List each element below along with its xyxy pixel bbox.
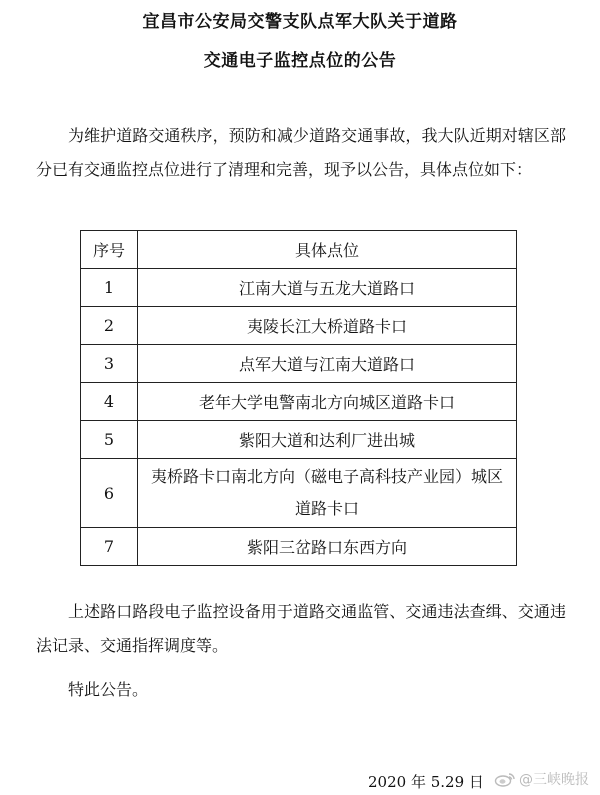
watermark-text: @三峡晚报	[519, 772, 589, 788]
row-number: 1	[81, 269, 138, 307]
notice-title-line1: 宜昌市公安局交警支队点军大队关于道路	[142, 12, 458, 32]
row-location: 紫阳大道和达利厂进出城	[138, 421, 517, 459]
special-announcement: 特此公告。	[68, 680, 149, 699]
notice-title-line2: 交通电子监控点位的公告	[203, 51, 397, 71]
row-location: 江南大道与五龙大道路口	[138, 269, 517, 307]
table-row	[81, 528, 517, 566]
row-location: 夷陵长江大桥道路卡口	[138, 307, 517, 345]
table-header-row	[81, 231, 517, 269]
row-location: 夷桥路卡口南北方向（磁电子高科技产业园）城区道路卡口	[138, 459, 517, 528]
closing-paragraph: 上述路口路段电子监控设备用于道路交通监管、交通违法查缉、交通违法记录、交通指挥调度等。	[36, 602, 566, 655]
row-number: 7	[81, 528, 138, 566]
monitoring-locations-table	[80, 230, 517, 566]
header-number: 序号	[81, 231, 138, 269]
row-location: 点军大道与江南大道路口	[138, 345, 517, 383]
row-number: 4	[81, 383, 138, 421]
row-location: 老年大学电警南北方向城区道路卡口	[138, 383, 517, 421]
row-number: 2	[81, 307, 138, 345]
watermark	[494, 769, 589, 789]
table-row	[81, 459, 517, 528]
row-number: 6	[81, 459, 138, 528]
notice-date: 2020 年 5.29 日	[368, 773, 484, 791]
table-row	[81, 269, 517, 307]
weibo-icon	[494, 771, 516, 787]
row-number: 3	[81, 345, 138, 383]
intro-paragraph: 为维护道路交通秩序，预防和减少道路交通事故，我大队近期对辖区部分已有交通监控点位进行了清理和完善，现予以公告，具体点位如下：	[36, 126, 566, 179]
table-row	[81, 421, 517, 459]
table-row	[81, 383, 517, 421]
table-row	[81, 345, 517, 383]
row-location: 紫阳三岔路口东西方向	[138, 528, 517, 566]
row-number: 5	[81, 421, 138, 459]
table-row	[81, 307, 517, 345]
header-location: 具体点位	[138, 231, 517, 269]
